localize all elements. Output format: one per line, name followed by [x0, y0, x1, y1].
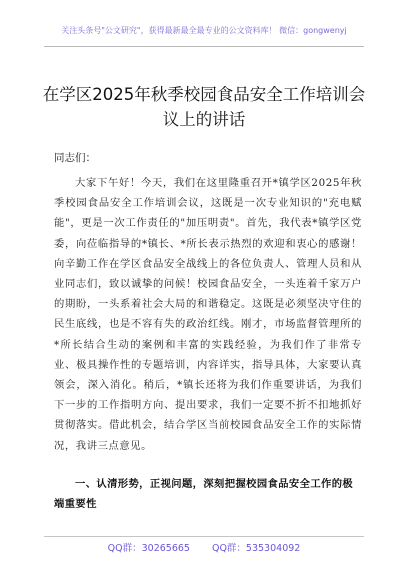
salutation: 同志们：: [54, 152, 96, 164]
document-title: 在学区2025年秋季校园食品安全工作培训会议上的讲话: [42, 85, 366, 129]
footer-qq-group-2: QQ群：535304092: [211, 543, 301, 554]
page-footer: [0, 540, 408, 554]
footer-qq-group-1: QQ群：30265665: [107, 543, 190, 554]
header-note: 关注头条号"公文研究"，获得最新最全最专业的公文资料库！ 微信：gongwenyj: [61, 26, 347, 35]
page-header: [44, 6, 364, 47]
footer-divider: [44, 536, 364, 537]
section-heading: 一、认清形势，正视问题，深刻把握校园食品安全工作的极端重要性: [54, 478, 354, 510]
body-paragraph: 大家下午好！今天，我们在这里隆重召开*镇学区2025年秋季校园食品安全工作培训会议，这既是一次专业知识的"充电赋能"，更是一次工作责任的"加压明责"。首先，我代表*镇学区党委，向莅临指导的*镇长、*所长表示热烈的欢迎和衷心的感谢！向辛勤工作在学区食品安全战线上的各位负责人、管理人员和从业同志们，致以诚挚的问候！校园食品安全，一头连着千家万户的期盼，一头系着社会大局的和谐稳定。这既是必须坚决守住的民生底线，也是不容有失的政治红线。刚才，市场监督管理所的*所长结合生动的案例和丰富的实践经验，为我们作了非常专业、极具操作性的专题培训，内容详实，指导具体，大家要认真领会，深入消化。稍后，*镇长还将为我们作重要讲话，为我们下一步的工作指明方向、提出要求，我们一定要不折不扣地抓好贯彻落实。借此机会，结合学区当前校园食品安全工作的实际情况，我讲三点意见。: [54, 177, 362, 452]
